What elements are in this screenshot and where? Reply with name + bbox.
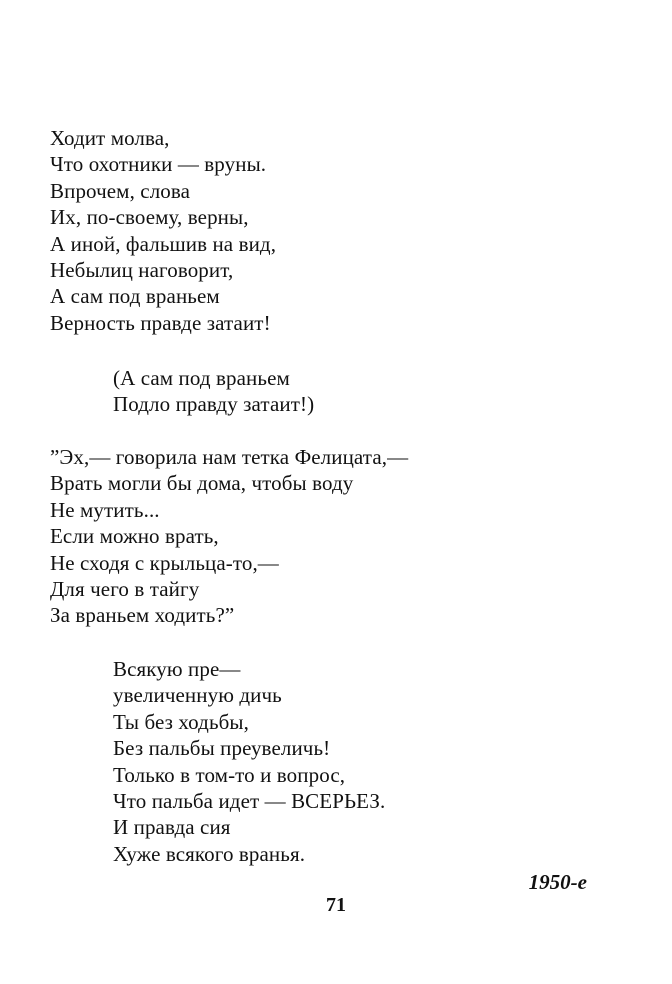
poem-line: Верность правде затаит! — [50, 310, 271, 335]
poem-line: А иной, фальшив на вид, — [50, 231, 277, 256]
poem-line: За враньем ходить?” — [50, 603, 235, 628]
poem-line: Хуже всякого вранья. — [113, 841, 306, 866]
poem-line: Если можно врать, — [50, 524, 219, 549]
poem-line: Что охотники — вруны. — [50, 152, 267, 177]
poem-date: 1950-е — [528, 870, 587, 894]
stanza-1 — [50, 125, 276, 336]
stanza-4-indented — [113, 656, 385, 867]
poem-line: (А сам под враньем — [113, 366, 290, 390]
poem-line: Не мутить... — [50, 497, 160, 522]
poem-line: Врать могли бы дома, чтобы воду — [50, 471, 354, 496]
poem-line: А сам под враньем — [50, 284, 220, 309]
poem-line: Только в том-то и вопрос, — [113, 762, 346, 787]
poem-line: Без пальбы преувеличь! — [113, 736, 331, 761]
poem-line: Подло правду затаит!) — [113, 392, 315, 417]
poem-line: Ты без ходьбы, — [113, 709, 249, 734]
poem-line: И правда сия — [113, 815, 231, 840]
poem-line: Для чего в тайгу — [50, 577, 200, 602]
page-number: 71 — [326, 894, 346, 916]
poem-line: Ходит молва, — [50, 126, 170, 150]
poem-line: Что пальба идет — ВСЕРЬЕЗ. — [113, 789, 386, 814]
poem-line: ”Эх,— говорила нам тетка Фелицата,— — [50, 445, 409, 469]
stanza-3 — [50, 444, 408, 629]
poem-line: Всякую пре— — [113, 657, 241, 681]
poem-line: Небылиц наговорит, — [50, 258, 234, 283]
poem-line: увеличенную дичь — [113, 683, 282, 708]
poem-line: Их, по-своему, верны, — [50, 205, 249, 230]
stanza-2-indented — [113, 365, 314, 418]
poem-line: Впрочем, слова — [50, 178, 191, 203]
poem-line: Не сходя с крыльца-то,— — [50, 550, 279, 575]
